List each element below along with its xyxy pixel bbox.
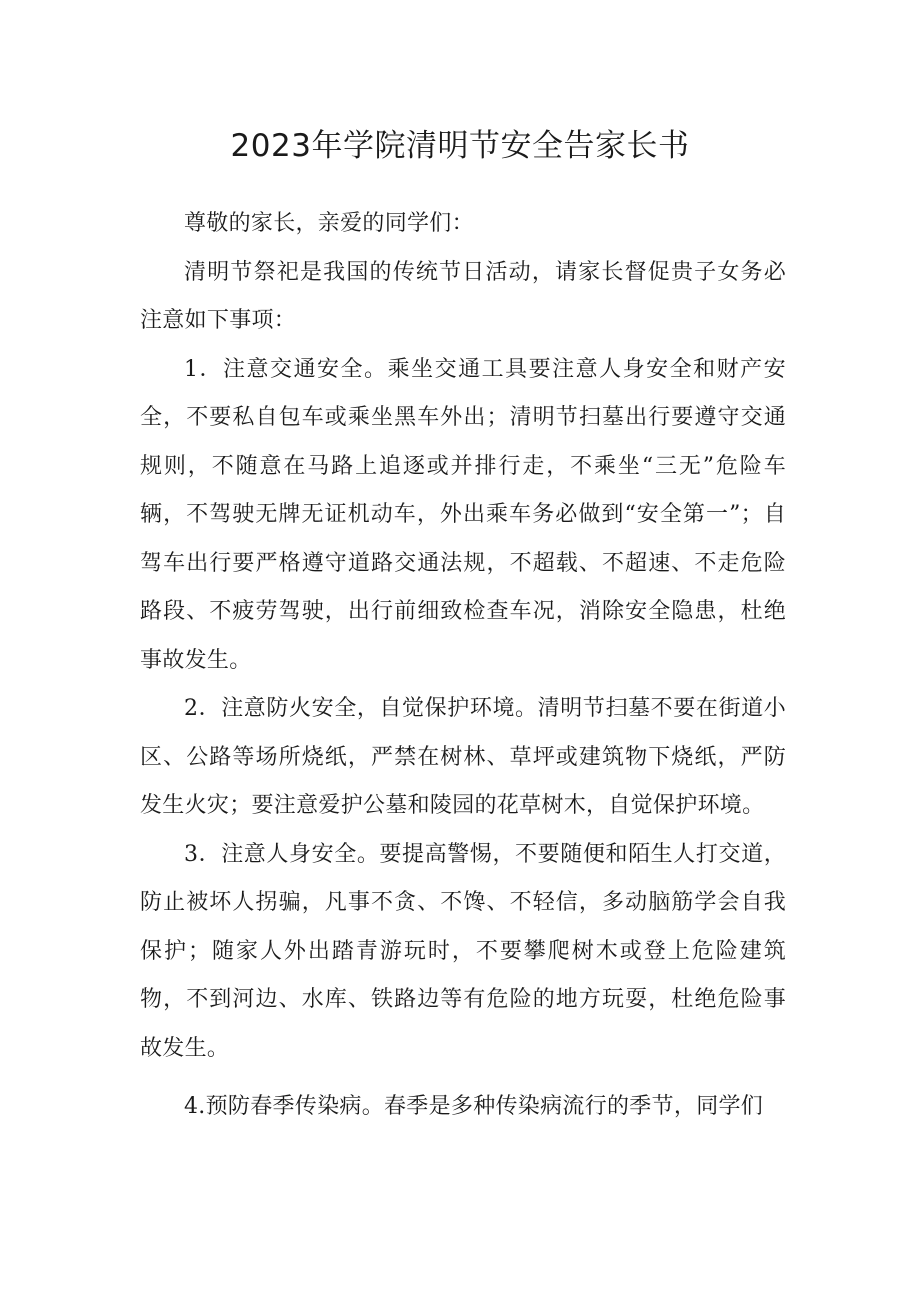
- item-fire-safety: 2．注意防火安全，自觉保护环境。清明节扫墓不要在街道小区、公路等场所烧纸，严禁在树林、草坪或建筑物下烧纸，严防发生火灾；要注意爱护公墓和陵园的花草树木，自觉保护环境。: [140, 696, 786, 818]
- salutation: 尊敬的家长，亲爱的同学们：: [184, 211, 474, 236]
- intro-paragraph: 清明节祭祀是我国的传统节日活动，请家长督促贵子女务必注意如下事项：: [140, 259, 786, 333]
- item-personal-safety: 3．注意人身安全。要提高警惕，不要随便和陌生人打交道，防止被坏人拐骗，凡事不贪、不馋、不轻信，多动脑筋学会自我保护；随家人外出踏青游玩时，不要攀爬树木或登上危险建筑物，不到河边、水库、铁路边等有危险的地方玩耍，杜绝危险事故发生。: [140, 841, 786, 1061]
- item-traffic-safety: 1．注意交通安全。乘坐交通工具要注意人身安全和财产安全，不要私自包车或乘坐黑车外出；清明节扫墓出行要遵守交通规则，不随意在马路上追逐或并排行走，不乘坐“三无”危险车辆，不驾驶无牌无证机动车，外出乘车务必做到“安全第一”；自驾车出行要严格遵守道路交通法规，不超载、不超速、不走危险路段、不疲劳驾驶，出行前细致检查车况，消除安全隐患，杜绝事故发生。: [140, 356, 786, 673]
- document-body: [140, 200, 786, 1132]
- document-title: 2023年学院清明节安全告家长书: [230, 128, 690, 164]
- item-disease-prevention: 4.预防春季传染病。春季是多种传染病流行的季节，同学们: [184, 1094, 764, 1119]
